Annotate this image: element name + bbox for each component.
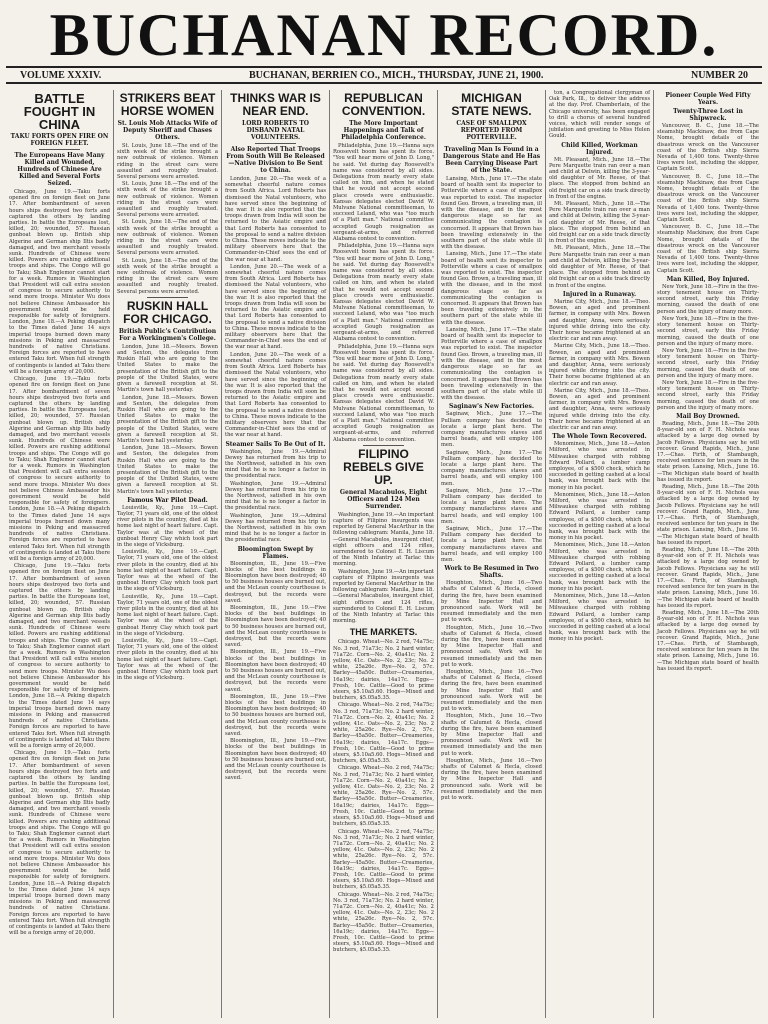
small-head-3: Work to Be Resumed in Two Shafts. xyxy=(444,565,539,580)
article-body-3: Menominee, Mich., June 18.—Anton Milford, who was arrested in Milwaukee charged with robbing Edward Pollard, a lumber camp employee, of a $500 check, which he succeeded in getting cashed at a local bank, was brought back with the money in his pocket. Menominee, Mich., June 18.—Anton Milford, who was arrested in Milwaukee charged with robbing Edward Pollard, a lumber camp employee, of a $500 check, which he succeeded in getting cashed at a local bank, was brought back with the money in his pocket. Menominee, Mich., June 18.—Anton Milford, who was arrested in Milwaukee charged with robbing Edward Pollard, a lumber camp employee, of a $500 check, which he succeeded in getting cashed at a local bank, was brought back with the money in his pocket. Menominee, Mich., June 18.—Anton Milford, who was arrested in Milwaukee charged with robbing Edward Pollard, a lumber camp employee, of a $500 check, which he succeeded in getting cashed at a local bank, was brought back with the money in his pocket. xyxy=(549,441,650,643)
masthead xyxy=(0,2,768,68)
headline: THINKS WAR IS NEAR END. xyxy=(230,91,321,118)
article-body-1: Vancouver, B. C., June 18.—The steamship Mackinaw, due from Cape Nome, brought details of the disastrous wreck on the Vancouver coast of the British ship Sierra Nevada of 1,400 tons. Twenty-three lives were lost, including the skipper, Captain Scott. Vancouver, B. C., June 18.—The steamship Mackinaw, due from Cape Nome, brought details of the disastrous wreck on the Vancouver coast of the British ship Sierra Nevada of 1,400 tons. Twenty-three lives were lost, including the skipper, Captain Scott. Vancouver, B. C., June 18.—The steamship Mackinaw, due from Cape Nome, brought details of the disastrous wreck on the Vancouver coast of the British ship Sierra Nevada of 1,400 tons. Twenty-three lives were lost, including the skipper, Captain Scott. xyxy=(657,123,759,274)
column-5 xyxy=(438,90,546,1018)
small-head-3: Bloomington Swept by Flames. xyxy=(237,545,314,560)
subhead: Traveling Man Is Found in a Dangerous State and He Has Been Carrying Disease Part of the State. xyxy=(442,146,541,174)
small-head-2: Man Killed, Boy Injured. xyxy=(666,275,750,283)
markets-heading: THE MARKETS. xyxy=(349,627,418,638)
headline-2: RUSKIN HALL FOR CHICAGO. xyxy=(123,298,212,326)
article-body-3: Houghton, Mich., June 16.—Two shafts of Calumet & Hecla, closed during the fire, have been examined by Mine Inspector Hall and pronounced safe. Work will be resumed immediately and the men put to work. Houghton, Mich., June 16.—Two shafts of Calumet & Hecla, closed during the fire, have been examined by Mine Inspector Hall and pronounced safe. Work will be resumed immediately and the men put to work. Houghton, Mich., June 16.—Two shafts of Calumet & Hecla, closed during the fire, have been examined by Mine Inspector Hall and pronounced safe. Work will be resumed immediately and the men put to work. Houghton, Mich., June 16.—Two shafts of Calumet & Hecla, closed during the fire, have been examined by Mine Inspector Hall and pronounced safe. Work will be resumed immediately and the men put to work. Houghton, Mich., June 16.—Two shafts of Calumet & Hecla, closed during the fire, have been examined by Mine Inspector Hall and pronounced safe. Work will be resumed immediately and the men put to work. xyxy=(441,580,542,802)
small-head-2: Saginaw's New Factories. xyxy=(449,403,534,411)
small-head-3: Famous War Pilot Dead. xyxy=(127,496,208,504)
small-head-1: Child Killed, Workman Injured. xyxy=(561,141,638,156)
article-body: Lansing, Mich., June 17.—The state board of health sent its inspector to Potterville where a case of smallpox was reported to exist. The inspector found Geo. Brown, a traveling man, ill with the disease, and in the most dangerous stage so far as communicating the contagion is concerned. It appears that Brown has been traveling extensively in the southern part of the state while ill with the disease. Lansing, Mich., June 17.—The state board of health sent its inspector to Potterville where a case of smallpox was reported to exist. The inspector found Geo. Brown, a traveling man, ill with the disease, and in the most dangerous stage so far as communicating the contagion is concerned. It appears that Brown has been traveling extensively in the southern part of the state while ill with the disease. Lansing, Mich., June 17.—The state board of health sent its inspector to Potterville where a case of smallpox was reported to exist. The inspector found Geo. Brown, a traveling man, ill with the disease, and in the most dangerous stage so far as communicating the contagion is concerned. It appears that Brown has been traveling extensively in the southern part of the state while ill with the disease. xyxy=(441,176,542,402)
headline: BATTLE FOUGHT IN CHINA xyxy=(23,91,96,132)
column-3 xyxy=(222,90,330,1018)
dateline-bar xyxy=(6,66,762,84)
subhead: The More Important Happenings and Talk of Philadelphia Conference. xyxy=(341,120,426,141)
divider xyxy=(363,445,403,446)
small-head-1: Twenty-Three Lost in Shipwreck. xyxy=(673,108,743,122)
markets-body: Chicago. Wheat—No. 2 red, 74a75c; No. 3 red, 71a73c; No. 2 hard winter, 71a72c. Corn—No. 2, 40a41c; No. 2 yellow, 41c. Oats—No. 2, 23c; No. 2 white, 25a26c. Rye—No. 2, 57c. Barley—45a50c. Butter—Creameries, 16a19c; dairies, 14a17c. Eggs—Fresh, 10c. Cattle—Good to prime steers, $5.10a5.60. Hogs—Mixed and butchers, $5.05a5.35. Chicago. Wheat—No. 2 red, 74a75c; No. 3 red, 71a73c; No. 2 hard winter, 71a72c. Corn—No. 2, 40a41c; No. 2 yellow, 41c. Oats—No. 2, 23c; No. 2 white, 25a26c. Rye—No. 2, 57c. Barley—45a50c. Butter—Creameries, 16a19c; dairies, 14a17c. Eggs—Fresh, 10c. Cattle—Good to prime steers, $5.10a5.60. Hogs—Mixed and butchers, $5.05a5.35. Chicago. Wheat—No. 2 red, 74a75c; No. 3 red, 71a73c; No. 2 hard winter, 71a72c. Corn—No. 2, 40a41c; No. 2 yellow, 41c. Oats—No. 2, 23c; No. 2 white, 25a26c. Rye—No. 2, 57c. Barley—45a50c. Butter—Creameries, 16a19c; dairies, 14a17c. Eggs—Fresh, 10c. Cattle—Good to prime steers, $5.10a5.60. Hogs—Mixed and butchers, $5.05a5.35. Chicago. Wheat—No. 2 red, 74a75c; No. 3 red, 71a73c; No. 2 hard winter, 71a72c. Corn—No. 2, 40a41c; No. 2 yellow, 41c. Oats—No. 2, 23c; No. 2 white, 25a26c. Rye—No. 2, 57c. Barley—45a50c. Butter—Creameries, 16a19c; dairies, 14a17c. Eggs—Fresh, 10c. Cattle—Good to prime steers, $5.10a5.60. Hogs—Mixed and butchers, $5.05a5.35. Chicago. Wheat—No. 2 red, 74a75c; No. 3 red, 71a73c; No. 2 hard winter, 71a72c. Corn—No. 2, 40a41c; No. 2 yellow, 41c. Oats—No. 2, 23c; No. 2 white, 25a26c. Rye—No. 2, 57c. Barley—45a50c. Butter—Creameries, 16a19c; dairies, 14a17c. Eggs—Fresh, 10c. Cattle—Good to prime steers, $5.10a5.60. Hogs—Mixed and butchers, $5.05a5.35. xyxy=(333,639,434,954)
article-body-2: Washington, June 19.—Admiral Dewey has returned from his trip to the Northwest, satisfied in his own mind that he is no longer a factor in the presidential race. Washington, June 19.—Admiral Dewey has returned from his trip to the Northwest, satisfied in his own mind that he is no longer a factor in the presidential race. Washington, June 19.—Admiral Dewey has returned from his trip to the Northwest, satisfied in his own mind that he is no longer a factor in the presidential race. xyxy=(225,448,326,544)
headline: REPUBLICAN CONVENTION. xyxy=(341,91,426,118)
article-body: Chicago, June 19.—Taku forts opened fire on foreign fleet on June 17. After bombardment of seven hours ships destroyed two forts and captured the others by landing parties. In battle the Europeans lost, killed, 20; wounded, 57. Russian gunboat blown up. British ship Algerine and German ship Iltis badly damaged, and two merchant vessels sunk. Hundreds of Chinese were killed. Powers are rushing additional troops and ships. The Congo will go to Taku; Shah Englemor cannot start for a week. Rumors in Washington that President will call extra session of congress to secure authority to send more troops. Minister Wu does not believe Chinese Ambassador his government would be held responsible for safety of foreigners. London, June 18.—A Peking dispatch to the Times dated June 14 says imperial troops burned down many missions in Peking and massacred hundreds of native Christians. Foreign forces are reported to have entered Taku fort. When full strength of contingents is landed at Taku there will be a foreign army of 20,000. Chicago, June 19.—Taku forts opened fire on foreign fleet on June 17. After bombardment of seven hours ships destroyed two forts and captured the others by landing parties. In battle the Europeans lost, killed, 20; wounded, 57. Russian gunboat blown up. British ship Algerine and German ship Iltis badly damaged, and two merchant vessels sunk. Hundreds of Chinese were killed. Powers are rushing additional troops and ships. The Congo will go to Taku; Shah Englemor cannot start for a week. Rumors in Washington that President will call extra session of congress to secure authority to send more troops. Minister Wu does not believe Chinese Ambassador his government would be held responsible for safety of foreigners. London, June 18.—A Peking dispatch to the Times dated June 14 says imperial troops burned down many missions in Peking and massacred hundreds of native Christians. Foreign forces are reported to have entered Taku fort. When full strength of contingents is landed at Taku there will be a foreign army of 20,000. Chicago, June 19.—Taku forts opened fire on foreign fleet on June 17. After bombardment of seven hours ships destroyed two forts and captured the others by landing parties. In battle the Europeans lost, killed, 20; wounded, 57. Russian gunboat blown up. British ship Algerine and German ship Iltis badly damaged, and two merchant vessels sunk. Hundreds of Chinese were killed. Powers are rushing additional troops and ships. The Congo will go to Taku; Shah Englemor cannot start for a week. Rumors in Washington that President will call extra session of congress to secure authority to send more troops. Minister Wu does not believe Chinese Ambassador his government would be held responsible for safety of foreigners. London, June 18.—A Peking dispatch to the Times dated June 14 says imperial troops burned down many missions in Peking and massacred hundreds of native Christians. Foreign forces are reported to have entered Taku fort. When full strength of contingents is landed at Taku there will be a foreign army of 20,000. Chicago, June 19.—Taku forts opened fire on foreign fleet on June 17. After bombardment of seven hours ships destroyed two forts and captured the others by landing parties. In battle the Europeans lost, killed, 20; wounded, 57. Russian gunboat blown up. British ship Algerine and German ship Iltis badly damaged, and two merchant vessels sunk. Hundreds of Chinese were killed. Powers are rushing additional troops and ships. The Congo will go to Taku; Shah Englemor cannot start for a week. Rumors in Washington that President will call extra session of congress to secure authority to send more troops. Minister Wu does not believe Chinese Ambassador his government would be held responsible for safety of foreigners. London, June 18.—A Peking dispatch to the Times dated June 14 says imperial troops burned down many missions in Peking and massacred hundreds of native Christians. Foreign forces are reported to have entered Taku fort. When full strength of contingents is landed at Taku there will be a foreign army of 20,000. xyxy=(9,189,110,937)
article-body-2: Saginaw, Mich., June 17.—The Pulliam company has decided to locate a large plant here. The company manufactures staves and barrel heads, and will employ 100 men. Saginaw, Mich., June 17.—The Pulliam company has decided to locate a large plant here. The company manufactures staves and barrel heads, and will employ 100 men. Saginaw, Mich., June 17.—The Pulliam company has decided to locate a large plant here. The company manufactures staves and barrel heads, and will employ 100 men. Saginaw, Mich., June 17.—The Pulliam company has decided to locate a large plant here. The company manufactures staves and barrel heads, and will employ 100 men. xyxy=(441,411,542,563)
subhead-2: British Public's Contribution For a Workingmen's College. xyxy=(118,327,217,342)
divider xyxy=(39,149,79,150)
article-body: ton, a Congregational clergyman of Oak Park, Ill., to deliver the address at the day. Prof. Chamberlain, of the Chicago university, has been engaged to drill a chorus of several hundred voices, which will render songs of jubilation and greeting to Miss Helen Gould. xyxy=(549,90,650,140)
article-body: London, June 20.—The week of a somewhat cheerful nature comes from South Africa. Lord Roberts has dismissed the Natal volunteers, who have served since the beginning of the war. It is also reported that the troops drawn from India will soon be returned to the Asiatic empire and that Lord Roberts has consented to the proposal to send a native division to China. These moves indicate to the military observers here that the Commander-in-Chief sees the end of the war near at hand. London, June 20.—The week of a somewhat cheerful nature comes from South Africa. Lord Roberts has dismissed the Natal volunteers, who have served since the beginning of the war. It is also reported that the troops drawn from India will soon be returned to the Asiatic empire and that Lord Roberts has consented to the proposal to send a native division to China. These moves indicate to the military observers here that the Commander-in-Chief sees the end of the war near at hand. London, June 20.—The week of a somewhat cheerful nature comes from South Africa. Lord Roberts has dismissed the Natal volunteers, who have served since the beginning of the war. It is also reported that the troops drawn from India will soon be returned to the Asiatic empire and that Lord Roberts has consented to the proposal to send a native division to China. These moves indicate to the military observers here that the Commander-in-Chief sees the end of the war near at hand. xyxy=(225,176,326,439)
headline: STRIKERS BEAT HORSE WOMEN xyxy=(119,91,216,118)
divider xyxy=(255,143,295,144)
deck: LORD ROBERTS TO DISBAND NATAL VOLUNTEERS. xyxy=(241,120,310,141)
article-body-2: Marine City, Mich., June 18.—Theo. Bowen, an aged and prominent farmer, in company with Mrs. Bowen and daughter, Anna, were seriously injured while driving into the city. Their horse became frightened at an electric car and ran away. Marine City, Mich., June 18.—Theo. Bowen, an aged and prominent farmer, in company with Mrs. Bowen and daughter, Anna, were seriously injured while driving into the city. Their horse became frightened at an electric car and ran away. Marine City, Mich., June 18.—Theo. Bowen, an aged and prominent farmer, in company with Mrs. Bowen and daughter, Anna, were seriously injured while driving into the city. Their horse became frightened at an electric car and ran away. xyxy=(549,298,650,431)
divider xyxy=(471,143,511,144)
column-2 xyxy=(114,90,222,1018)
column-1 xyxy=(6,90,114,1018)
deck: TAKU FORTS OPEN FIRE ON FOREIGN FLEET. xyxy=(10,133,109,147)
article-body-2: New York, June 18.—Fire in the five-story tenement house on Thirty-second street, early this Friday morning, caused the death of one person and the injury of many more. New York, June 18.—Fire in the five-story tenement house on Thirty-second street, early this Friday morning, caused the death of one person and the injury of many more. New York, June 18.—Fire in the five-story tenement house on Thirty-second street, early this Friday morning, caused the death of one person and the injury of many more. New York, June 18.—Fire in the five-story tenement house on Thirty-second street, early this Friday morning, caused the death of one person and the injury of many more. xyxy=(657,283,759,411)
small-head-2: Injured in a Runaway. xyxy=(562,290,637,298)
subhead: St. Louis Mob Attacks Wife of Deputy Sheriff and Chases Others. xyxy=(117,120,218,141)
article-body-2: Washington, June 19.—An important capture of Filipino insurgents was reported by General MacArthur in the following cablegram: Manila, June 18.—General Macabulos, insurgent chief, eight officers and 124 rifles, surrendered to Colonel E. H. Liscum of the Ninth Infantry at Tarlac this morning. Washington, June 19.—An important capture of Filipino insurgents was reported by General MacArthur in the following cablegram: Manila, June 18.—General Macabulos, insurgent chief, eight officers and 124 rifles, surrendered to Colonel E. H. Liscum of the Ninth Infantry at Tarlac this morning. xyxy=(333,511,434,625)
news-columns xyxy=(6,90,762,1018)
headline: MICHIGAN STATE NEWS. xyxy=(451,91,532,118)
column-4 xyxy=(330,90,438,1018)
column-7 xyxy=(654,90,762,1018)
article-body-3: Louisville, Ky., June 19.—Capt. Taylor, 71 years old, one of the oldest river pilots in the country, died at his home last night of heart failure. Capt. Taylor was at the wheel of the gunboat Henry Clay which took part in the siege of Vicksburg. Louisville, Ky., June 19.—Capt. Taylor, 71 years old, one of the oldest river pilots in the country, died at his home last night of heart failure. Capt. Taylor was at the wheel of the gunboat Henry Clay which took part in the siege of Vicksburg. Louisville, Ky., June 19.—Capt. Taylor, 71 years old, one of the oldest river pilots in the country, died at his home last night of heart failure. Capt. Taylor was at the wheel of the gunboat Henry Clay which took part in the siege of Vicksburg. Louisville, Ky., June 19.—Capt. Taylor, 71 years old, one of the oldest river pilots in the country, died at his home last night of heart failure. Capt. Taylor was at the wheel of the gunboat Henry Clay which took part in the siege of Vicksburg. xyxy=(117,504,218,682)
newspaper-title: BUCHANAN RECORD. xyxy=(49,2,719,68)
small-head-3: Mail Boy Drowned. xyxy=(676,412,740,420)
article-body-1: Mt. Pleasant, Mich., June 18.—The Pere Marquette train ran over a man and child at Delwin, killing the 3-year-old daughter of Mr. Reese, of that place. The stopped from behind an old freight car on a side track directly in front of the engine. Mt. Pleasant, Mich., June 18.—The Pere Marquette train ran over a man and child at Delwin, killing the 3-year-old daughter of Mr. Reese, of that place. The stopped from behind an old freight car on a side track directly in front of the engine. Mt. Pleasant, Mich., June 18.—The Pere Marquette train ran over a man and child at Delwin, killing the 3-year-old daughter of Mr. Reese, of that place. The stopped from behind an old freight car on a side track directly in front of the engine. xyxy=(549,156,651,289)
volume-label: VOLUME XXXIV. xyxy=(20,69,102,81)
small-head-2: Steamer Sails To Be Out of It. xyxy=(225,440,326,448)
article-body: St. Louis, June 18.—The end of the sixth week of the strike brought a new outbreak of violence. Women riding in the street cars were assaulted and roughly treated. Several persons were arrested. St. Louis, June 18.—The end of the sixth week of the strike brought a new outbreak of violence. Women riding in the street cars were assaulted and roughly treated. Several persons were arrested. St. Louis, June 18.—The end of the sixth week of the strike brought a new outbreak of violence. Women riding in the street cars were assaulted and roughly treated. Several persons were arrested. St. Louis, June 18.—The end of the sixth week of the strike brought a new outbreak of violence. Women riding in the street cars were assaulted and roughly treated. Several persons were arrested. xyxy=(117,143,218,295)
subhead-2: General Macabulos, Eight Officers and 124 Men Surrender. xyxy=(339,488,428,510)
article-body-2: London, June 18.—Messrs. Bowen and Sexton, the delegates from Ruskin Hall who are going to the United States to make the presentation of the British gift to the people of the United States, were given a farewell reception at St. Martin's town hall yesterday. London, June 18.—Messrs. Bowen and Sexton, the delegates from Ruskin Hall who are going to the United States to make the presentation of the British gift to the people of the United States, were given a farewell reception at St. Martin's town hall yesterday. London, June 18.—Messrs. Bowen and Sexton, the delegates from Ruskin Hall who are going to the United States to make the presentation of the British gift to the people of the United States, were given a farewell reception at St. Martin's town hall yesterday. xyxy=(117,343,218,495)
article-body-3: Reading, Mich., June 18.—The 20th 8-year-old son of F. H. Nichols was attacked by a large dog owned by Jacob Fellows. Physicians say he will recover. Grand Rapids, Mich., June 17.—Chas. Firth, of Stambaugh, received sentence for ten years in the state prison. Lansing, Mich., June 16.—The Michigan state board of health has issued its report. Reading, Mich., June 18.—The 20th 8-year-old son of F. H. Nichols was attacked by a large dog owned by Jacob Fellows. Physicians say he will recover. Grand Rapids, Mich., June 17.—Chas. Firth, of Stambaugh, received sentence for ten years in the state prison. Lansing, Mich., June 16.—The Michigan state board of health has issued its report. Reading, Mich., June 18.—The 20th 8-year-old son of F. H. Nichols was attacked by a large dog owned by Jacob Fellows. Physicians say he will recover. Grand Rapids, Mich., June 17.—Chas. Firth, of Stambaugh, received sentence for ten years in the state prison. Lansing, Mich., June 16.—The Michigan state board of health has issued its report. Reading, Mich., June 18.—The 20th 8-year-old son of F. H. Nichols was attacked by a large dog owned by Jacob Fellows. Physicians say he will recover. Grand Rapids, Mich., June 17.—Chas. Firth, of Stambaugh, received sentence for ten years in the state prison. Lansing, Mich., June 16.—The Michigan state board of health has issued its report. xyxy=(657,420,759,672)
headline-2: FILIPINO REBELS GIVE UP. xyxy=(343,446,424,487)
small-head-0: Pioneer Couple Wed Fifty Years. xyxy=(665,92,751,106)
subhead: The Europeans Have Many Killed and Wounded, Hundreds of Chinese Are Killed and Several Forts Seized. xyxy=(14,152,105,187)
divider xyxy=(147,297,187,298)
place-date: BUCHANAN, BERRIEN CO., MICH., THURSDAY, JUNE 21, 1900. xyxy=(248,69,544,81)
subhead: Also Reported That Troops From South Will Be Released—Native Division to Be Sent to China. xyxy=(226,146,325,174)
small-head-3: The Whole Town Recovered. xyxy=(552,433,647,441)
article-body-3: Bloomington, Ill., June 19.—Five blocks of the best buildings in Bloomington have been destroyed; 40 to 50 business houses are burned out, and the McLean county courthouse is destroyed, but the records were saved. Bloomington, Ill., June 19.—Five blocks of the best buildings in Bloomington have been destroyed; 40 to 50 business houses are burned out, and the McLean county courthouse is destroyed, but the records were saved. Bloomington, Ill., June 19.—Five blocks of the best buildings in Bloomington have been destroyed; 40 to 50 business houses are burned out, and the McLean county courthouse is destroyed, but the records were saved. Bloomington, Ill., June 19.—Five blocks of the best buildings in Bloomington have been destroyed; 40 to 50 business houses are burned out, and the McLean county courthouse is destroyed, but the records were saved. Bloomington, Ill., June 19.—Five blocks of the best buildings in Bloomington have been destroyed; 40 to 50 business houses are burned out, and the McLean county courthouse is destroyed, but the records were saved. xyxy=(225,560,326,782)
article-body: Philadelphia, June 19.—Hanna says Roosevelt boom has spent its force. "You will hear more of John D. Long," he said. Yet during day Roosevelt's name was considered by all sides. Delegations from nearly every state called on him, and when he stated that he would not accept second place crowds were enthusiastic. Kansas delegates elected David W. Mulvane National committeeman, to succeed Leland, who was "too much of a Platt man." National committee accepted Gough resignation as sergeant-at-arms, and referred Alabama contest to convention. Philadelphia, June 19.—Hanna says Roosevelt boom has spent its force. "You will hear more of John D. Long," he said. Yet during day Roosevelt's name was considered by all sides. Delegations from nearly every state called on him, and when he stated that he would not accept second place crowds were enthusiastic. Kansas delegates elected David W. Mulvane National committeeman, to succeed Leland, who was "too much of a Platt man." National committee accepted Gough resignation as sergeant-at-arms, and referred Alabama contest to convention. Philadelphia, June 19.—Hanna says Roosevelt boom has spent its force. "You will hear more of John D. Long," he said. Yet during day Roosevelt's name was considered by all sides. Delegations from nearly every state called on him, and when he stated that he would not accept second place crowds were enthusiastic. Kansas delegates elected David W. Mulvane National committeeman, to succeed Leland, who was "too much of a Platt man." National committee accepted Gough resignation as sergeant-at-arms, and referred Alabama contest to convention. xyxy=(333,143,434,443)
deck: CASE OF SMALLPOX REPORTED FROM POTTERVILLE. xyxy=(456,120,527,141)
column-6 xyxy=(546,90,654,1018)
issue-number: NUMBER 20 xyxy=(691,69,748,81)
